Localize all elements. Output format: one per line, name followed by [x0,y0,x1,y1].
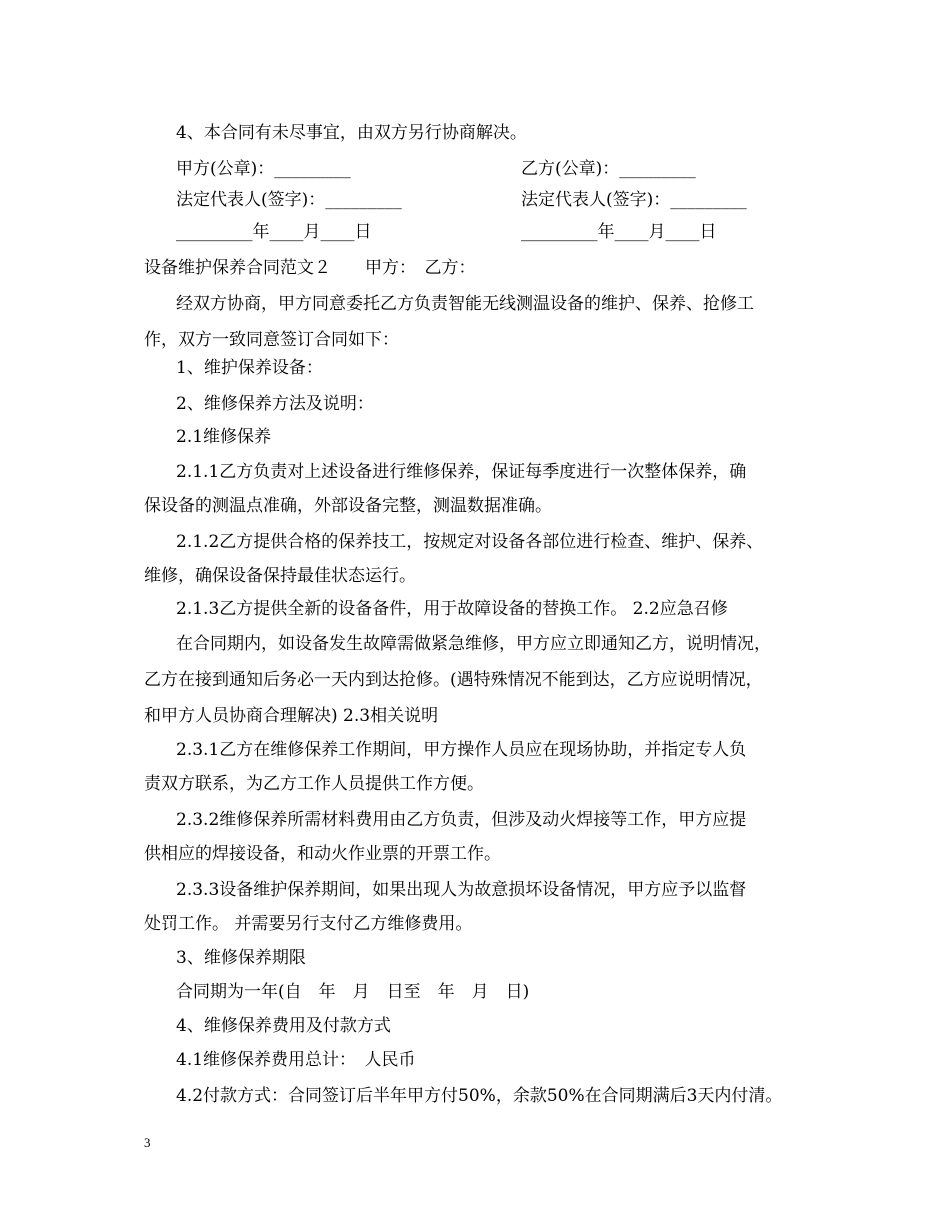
paragraph-line: 4、维修保养费用及付款方式 [176,1016,391,1036]
party-b-representative-field: 法定代表人(签字)：_________ [521,190,747,210]
paragraph-line: 3、维修保养期限 [176,948,306,968]
paragraph-line: 和甲方人员协商合理解决) 2.3相关说明 [144,706,439,726]
party-a-date-field: _________年____月____日 [176,222,372,242]
paragraph-line: 责双方联系，为乙方工作人员提供工作方便。 [144,774,484,794]
paragraph-line: 2.3.2维修保养所需材料费用由乙方负责，但涉及动火焊接等工作，甲方应提 [176,810,747,830]
paragraph-line: 乙方在接到通知后务必一天内到达抢修。(遇特殊情况不能到达，乙方应说明情况， [144,670,763,690]
paragraph-line: 2.1.2乙方提供合格的保养技工，按规定对设备各部位进行检查、维护、保养、 [176,532,764,552]
paragraph-line: 2.1维修保养 [176,427,272,447]
closing-clause: 4、本合同有未尽事宜，由双方另行协商解决。 [176,123,527,143]
paragraph-line: 维修，确保设备保持最佳状态运行。 [144,566,416,586]
paragraph-line: 在合同期内，如设备发生故障需做紧急维修，甲方应立即通知乙方，说明情况， [176,634,771,654]
paragraph-line: 4.1维修保养费用总计： 人民币 [176,1050,416,1070]
paragraph-line: 4.2付款方式：合同签订后半年甲方付50%，余款50%在合同期满后3天内付清。 [176,1086,783,1106]
party-a-seal-field: 甲方(公章)：_________ [176,159,351,179]
paragraph-line: 经双方协商，甲方同意委托乙方负责智能无线测温设备的维护、保养、抢修工 [176,294,754,314]
paragraph-line: 处罚工作。 并需要另行支付乙方维修费用。 [144,914,473,934]
paragraph-line: 2.3.3设备维护保养期间，如果出现人为故意损坏设备情况，甲方应予以监督 [176,880,747,900]
paragraph-line: 1、维护保养设备： [176,358,323,378]
paragraph-line: 2.1.1乙方负责对上述设备进行维修保养，保证每季度进行一次整体保养，确 [176,462,747,482]
party-a-representative-field: 法定代表人(签字)：_________ [176,190,402,210]
paragraph-line: 合同期为一年(自 年 月 日至 年 月 日) [176,982,530,1002]
paragraph-line: 作，双方一致同意签订合同如下： [144,330,399,350]
paragraph-line: 保设备的测温点准确，外部设备完整，测温数据准确。 [144,496,552,516]
party-b-seal-field: 乙方(公章)：_________ [521,159,696,179]
paragraph-line: 供相应的焊接设备，和动火作业票的开票工作。 [144,844,501,864]
contract-heading: 设备维护保养合同范文２ 甲方： 乙方： [144,258,476,278]
paragraph-line: 2.3.1乙方在维修保养工作期间，甲方操作人员应在现场协助，并指定专人负 [176,740,747,760]
party-b-date-field: _________年____月____日 [521,222,717,242]
paragraph-line: 2、维修保养方法及说明： [176,394,374,414]
paragraph-line: 2.1.3乙方提供全新的设备备件，用于故障设备的替换工作。 2.2应急召修 [176,599,728,619]
page-number: 3 [144,1135,151,1150]
